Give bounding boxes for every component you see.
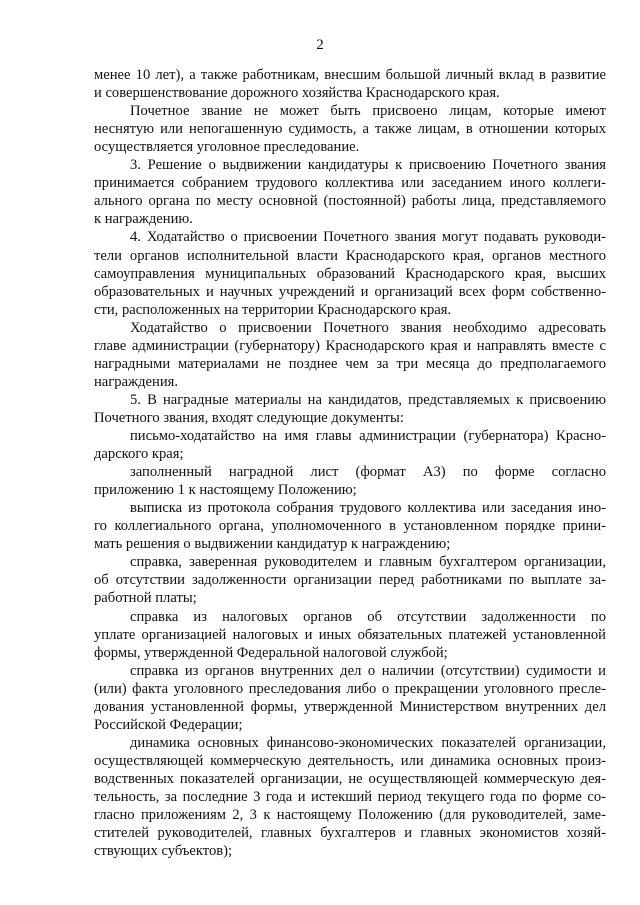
text-line: к награждению. bbox=[94, 211, 193, 228]
text-line: (или) факта уголовного преследования либо о прекращении уголовного пресле- bbox=[94, 680, 606, 697]
text-line: выписка из протокола собрания трудового коллектива или заседания ино- bbox=[130, 500, 606, 517]
text-line: динамика основных финансово-экономических показателей организации, bbox=[130, 734, 606, 751]
text-line: справка из органов внутренних дел о наличии (отсутствии) судимости и bbox=[130, 662, 606, 679]
page-number: 2 bbox=[316, 37, 324, 53]
text-line: справка из налоговых органов об отсутствии задолженности по bbox=[130, 608, 606, 625]
text-line: водственных показателей организации, не осуществляющей коммерческую дея- bbox=[94, 770, 606, 787]
text-line: ствующих субъектов); bbox=[94, 843, 233, 860]
text-line: ального органа по месту основной (постоянной) работы лица, представляемого bbox=[94, 193, 606, 210]
text-line: 5. В наградные материалы на кандидатов, представляемых к присвоению bbox=[130, 391, 606, 408]
text-line: образовательных и научных учреждений и организаций всех форм собственно- bbox=[94, 283, 606, 300]
text-line: об отсутствии задолженности организации перед работниками по выплате за- bbox=[94, 572, 606, 589]
text-line: менее 10 лет), а также работникам, внесшим большой личный вклад в развитие bbox=[94, 67, 606, 83]
text-line: главе администрации (губернатору) Краснодарского края и направлять вместе с bbox=[94, 337, 606, 354]
text-line: письмо-ходатайство на имя главы администрации (губернатора) Красно- bbox=[130, 428, 606, 444]
text-line: неснятую или непогашенную судимость, а также лицам, в отношении которых bbox=[94, 121, 606, 138]
text-line: го коллегиального органа, уполномоченного в установленном порядке прини- bbox=[94, 518, 606, 535]
text-line: приложению 1 к настоящему Положению; bbox=[94, 482, 357, 499]
text-line: принимается собранием трудового коллектива или заседанием иного коллеги- bbox=[94, 175, 606, 192]
text-line: дования установленной формы, утвержденной Министерством внутренних дел bbox=[94, 698, 606, 715]
text-line: Российской Федерации; bbox=[94, 716, 243, 733]
text-line: сти, расположенных на территории Краснодарского края. bbox=[94, 301, 452, 318]
text-line: и совершенствование дорожного хозяйства Краснодарского края. bbox=[94, 85, 500, 102]
text-line: Почетное звание не может быть присвоено лицам, которые имеют bbox=[130, 103, 606, 120]
text-line: формы, утвержденной Федеральной налоговой службой; bbox=[94, 644, 448, 661]
text-line: Ходатайство о присвоении Почетного звания необходимо адресовать bbox=[130, 319, 606, 336]
text-line: справка, заверенная руководителем и главным бухгалтером организации, bbox=[130, 554, 606, 571]
text-line: осуществляется уголовное преследование. bbox=[94, 139, 360, 156]
text-line: наградными материалами не позднее чем за три месяца до предполагаемого bbox=[94, 355, 606, 372]
text-line: заполненный наградной лист (формат А3) по форме согласно bbox=[130, 464, 606, 481]
text-line: тели органов исполнительной власти Краснодарского края, органов местного bbox=[94, 247, 606, 264]
text-line: мать решения о выдвижении кандидатур к награждению; bbox=[94, 536, 451, 553]
text-line: осуществляющей коммерческую деятельность, или динамика основных произ- bbox=[94, 752, 606, 769]
text-line: дарского края; bbox=[94, 446, 184, 463]
text-line: Почетного звания, входят следующие документы: bbox=[94, 409, 404, 426]
text-line: стителей руководителей, главных бухгалтеров и главных экономистов хозяй- bbox=[94, 825, 606, 842]
text-line: тельность, за последние 3 года и истекший период текущего года по форме со- bbox=[94, 789, 606, 805]
text-line: самоуправления муниципальных образований Краснодарского края, высших bbox=[94, 265, 606, 282]
text-line: уплате организацией налоговых и иных обязательных платежей установленной bbox=[94, 626, 606, 643]
text-line: награждения. bbox=[94, 373, 179, 390]
text-line: 3. Решение о выдвижении кандидатуры к присвоению Почетного звания bbox=[130, 157, 606, 174]
text-line: 4. Ходатайство о присвоении Почетного звания могут подавать руководи- bbox=[130, 229, 606, 246]
text-line: гласно приложениям 2, 3 к настоящему Положению (для руководителей, заме- bbox=[94, 807, 606, 824]
text-line: работной платы; bbox=[94, 590, 197, 607]
